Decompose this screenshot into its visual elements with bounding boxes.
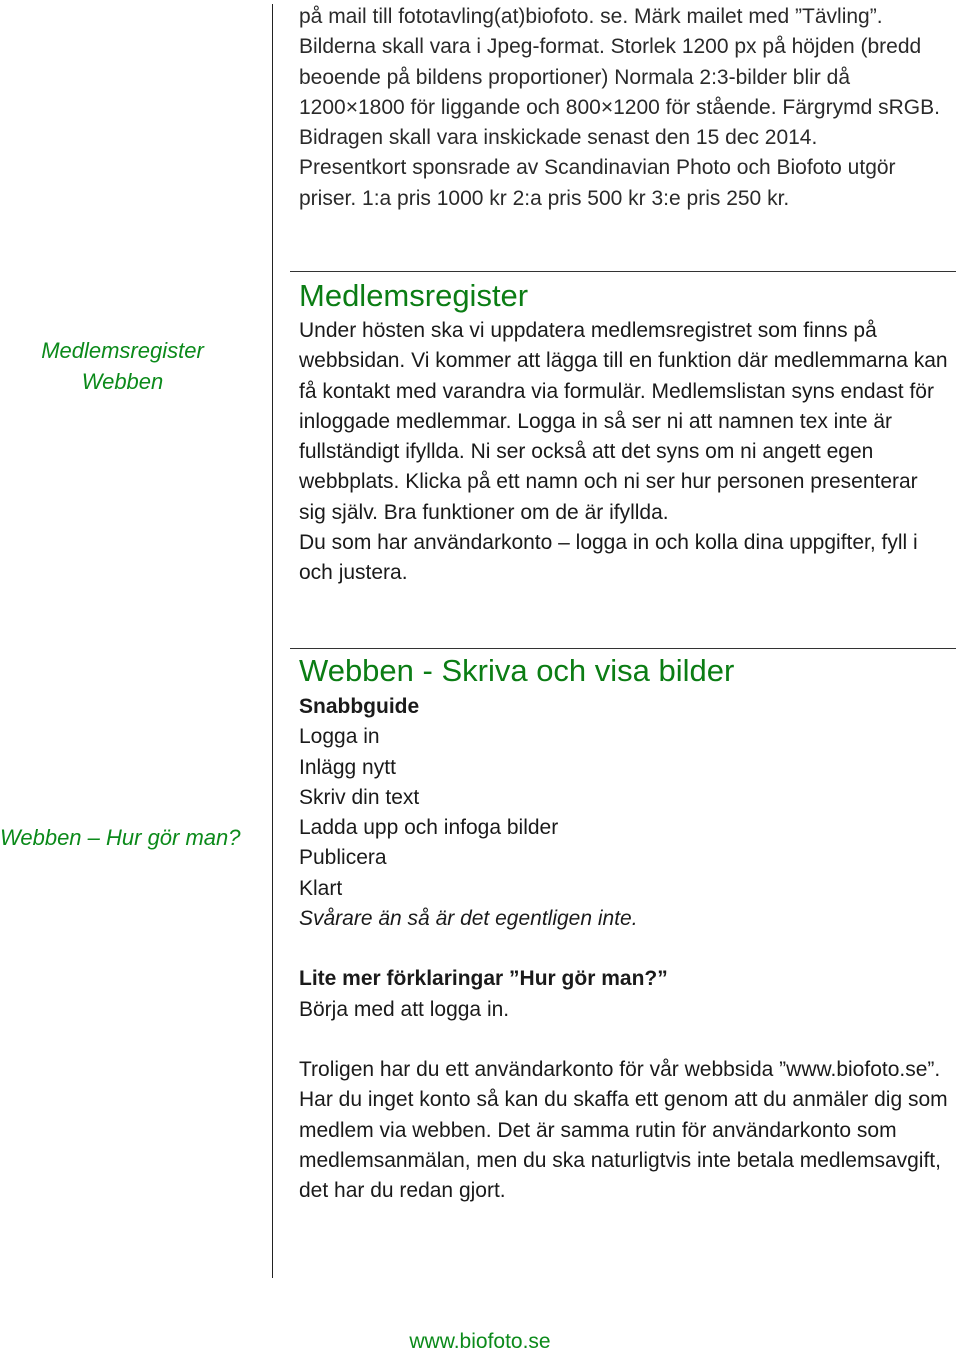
sidebar-note-webben: [0, 822, 241, 853]
footer-url-link[interactable]: www.biofoto.se: [409, 1330, 551, 1353]
intro-paragraph: Bidragen skall vara inskickade senast den 15 dec 2014.: [299, 126, 818, 150]
sidebar-note-line: Webben – Hur gör man?: [0, 825, 241, 850]
sidebar-note-line: Webben: [81, 369, 164, 394]
section-heading: Medlemsregister: [299, 278, 529, 313]
sidebar-note-medlemsregister: [0, 335, 245, 397]
guide-step: Inlägg nytt: [299, 755, 396, 779]
guide-step: Publicera: [299, 846, 387, 870]
intro-paragraph: Presentkort sponsrade av Scandinavian Photo och Biofoto utgör priser. 1:a pris 1000 kr 2:a pris 500 kr 3:e pris 250 kr.: [299, 156, 896, 210]
section-divider: [290, 648, 956, 649]
guide-title: Snabbguide: [299, 695, 420, 718]
medlemsregister-section: [299, 276, 949, 589]
column-divider: [272, 4, 273, 1278]
more-title: Lite mer förklaringar ”Hur gör man?”: [299, 967, 668, 991]
intro-section: [299, 2, 949, 214]
guide-step: Klart: [299, 876, 343, 900]
guide-step: Skriv din text: [299, 785, 420, 809]
section-divider: [290, 271, 956, 272]
section-paragraph: Du som har användarkonto – logga in och kolla dina uppgifter, fyll i och justera.: [299, 531, 918, 585]
sidebar-note-line: Medlemsregister: [41, 338, 204, 363]
quick-guide: [299, 692, 949, 1206]
section-heading: Webben - Skriva och visa bilder: [299, 653, 735, 688]
more-paragraph: Börja med att logga in.: [299, 997, 510, 1021]
section-paragraph: Under hösten ska vi uppdatera medlemsregistret som finns på webbsidan. Vi kommer att lägga till en funktion där medlemmarna kan få kontakt med varandra via formulär. Medlemslistan syns endast för inloggade medlemmar. Logga in så ser ni att namnen tex inte är fullständigt ifyllda. Ni ser också att det syns om ni angett egen webbplats. Klicka på ett namn och ni ser hur personen presenterar sig själv. Bra funktioner om de är ifyllda.: [299, 319, 948, 524]
guide-note: Svårare än så är det egentligen inte.: [299, 907, 638, 931]
more-paragraph: Troligen har du ett användarkonto för vår webbsida ”www.biofoto.se”. Har du inget konto så kan du skaffa ett genom att du anmäler dig som medlem via webben. Det är samma rutin för användarkonto som medlemsanmälan, men du ska naturligtvis inte betala medlemsavgift, det har du redan gjort.: [299, 1057, 948, 1203]
intro-paragraph: på mail till fototavling(at)biofoto. se. Märk mailet med ”Tävling”. Bilderna skall vara i Jpeg-format. Storlek 1200 px på höjden (bredd beoende på bildens proportioner) Normala 2:3-bilder blir då 1200×1800 för liggande och 800×1200 för stående. Färgrymd sRGB.: [299, 5, 940, 119]
webben-section: [299, 650, 949, 1206]
guide-step: Logga in: [299, 725, 380, 749]
guide-step: Ladda upp och infoga bilder: [299, 816, 559, 840]
